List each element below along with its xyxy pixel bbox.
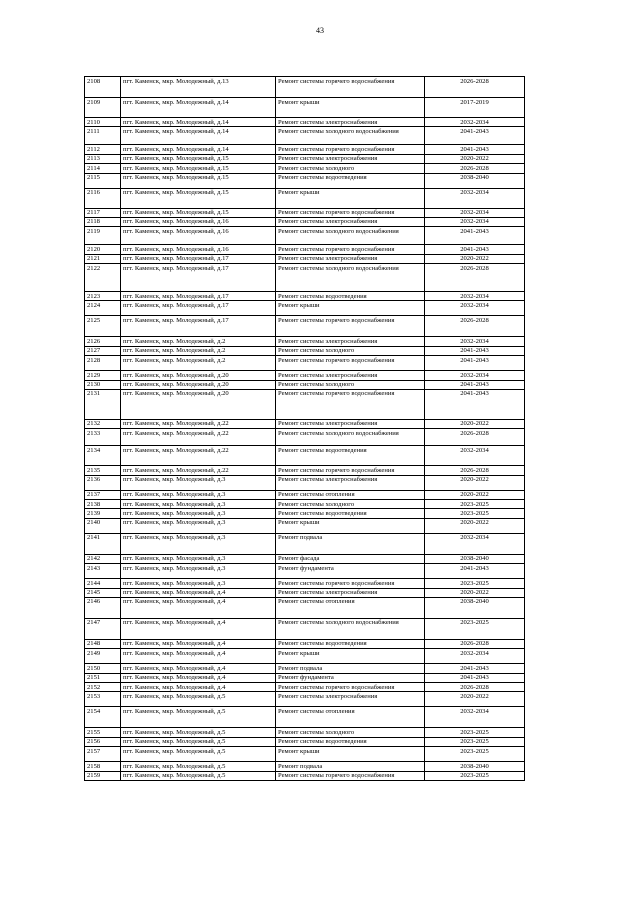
row-number: 2136 [85, 475, 121, 490]
row-period: 2026-2028 [425, 683, 525, 692]
table-body [85, 77, 525, 781]
row-address: пгт. Каменск, мкр. Молодежный, д.5 [121, 771, 276, 780]
row-work-type: Ремонт системы горячего водоснабжения [276, 208, 425, 217]
row-address: пгт. Каменск, мкр. Молодежный, д.22 [121, 446, 276, 466]
row-address: пгт. Каменск, мкр. Молодежный, д.16 [121, 227, 276, 245]
row-number: 2129 [85, 371, 121, 380]
row-work-type: Ремонт системы водоотведения [276, 737, 425, 746]
row-address: пгт. Каменск, мкр. Молодежный, д.16 [121, 217, 276, 226]
row-address: пгт. Каменск, мкр. Молодежный, д.22 [121, 466, 276, 475]
row-period: 2020-2022 [425, 254, 525, 263]
row-number: 2150 [85, 664, 121, 673]
row-address: пгт. Каменск, мкр. Молодежный, д.4 [121, 683, 276, 692]
row-work-type: Ремонт системы горячего водоснабжения [276, 77, 425, 98]
row-work-type: Ремонт системы отопления [276, 597, 425, 618]
row-work-type: Ремонт системы горячего водоснабжения [276, 683, 425, 692]
row-address: пгт. Каменск, мкр. Молодежный, д.5 [121, 707, 276, 728]
table-row [85, 588, 525, 597]
table-row [85, 154, 525, 163]
row-address: пгт. Каменск, мкр. Молодежный, д.4 [121, 649, 276, 664]
table-row [85, 554, 525, 563]
row-period: 2032-2034 [425, 649, 525, 664]
row-period: 2032-2034 [425, 208, 525, 217]
row-work-type: Ремонт системы холодного водоснабжения [276, 227, 425, 245]
row-work-type: Ремонт системы холодного водоснабжения [276, 618, 425, 639]
row-period: 2020-2022 [425, 588, 525, 597]
row-number: 2131 [85, 389, 121, 419]
table-row [85, 737, 525, 746]
table-row [85, 301, 525, 316]
table-row [85, 747, 525, 762]
row-period: 2041-2043 [425, 245, 525, 254]
row-work-type: Ремонт системы водоотведения [276, 173, 425, 188]
row-work-type: Ремонт системы холодного [276, 500, 425, 509]
table-row [85, 692, 525, 707]
page-number: 43 [316, 26, 324, 35]
row-number: 2118 [85, 217, 121, 226]
row-work-type: Ремонт крыши [276, 747, 425, 762]
row-period: 2026-2028 [425, 316, 525, 337]
row-period: 2041-2043 [425, 673, 525, 682]
row-work-type: Ремонт системы горячего водоснабжения [276, 356, 425, 371]
row-period: 2032-2034 [425, 118, 525, 127]
row-address: пгт. Каменск, мкр. Молодежный, д.3 [121, 518, 276, 533]
row-period: 2023-2025 [425, 618, 525, 639]
row-period: 2020-2022 [425, 419, 525, 428]
table-row [85, 564, 525, 579]
table-row [85, 429, 525, 446]
row-address: пгт. Каменск, мкр. Молодежный, д.4 [121, 639, 276, 648]
row-period: 2032-2034 [425, 533, 525, 554]
row-work-type: Ремонт системы электроснабжения [276, 154, 425, 163]
table-row [85, 533, 525, 554]
row-period: 2041-2043 [425, 346, 525, 355]
row-address: пгт. Каменск, мкр. Молодежный, д.3 [121, 564, 276, 579]
row-work-type: Ремонт системы горячего водоснабжения [276, 389, 425, 419]
row-address: пгт. Каменск, мкр. Молодежный, д.15 [121, 154, 276, 163]
row-number: 2140 [85, 518, 121, 533]
table-row [85, 337, 525, 346]
row-work-type: Ремонт фасада [276, 554, 425, 563]
row-work-type: Ремонт системы горячего водоснабжения [276, 466, 425, 475]
table-row [85, 173, 525, 188]
row-work-type: Ремонт системы электроснабжения [276, 419, 425, 428]
row-period: 2023-2025 [425, 728, 525, 737]
row-address: пгт. Каменск, мкр. Молодежный, д.15 [121, 164, 276, 173]
row-address: пгт. Каменск, мкр. Молодежный, д.20 [121, 371, 276, 380]
table-row [85, 356, 525, 371]
table-row [85, 673, 525, 682]
row-number: 2124 [85, 301, 121, 316]
row-work-type: Ремонт системы электроснабжения [276, 475, 425, 490]
row-period: 2026-2028 [425, 77, 525, 98]
table-row [85, 683, 525, 692]
row-period: 2023-2025 [425, 509, 525, 518]
table-row [85, 77, 525, 98]
row-address: пгт. Каменск, мкр. Молодежный, д.3 [121, 533, 276, 554]
row-address: пгт. Каменск, мкр. Молодежный, д.3 [121, 500, 276, 509]
row-address: пгт. Каменск, мкр. Молодежный, д.5 [121, 762, 276, 771]
table-row [85, 227, 525, 245]
row-address: пгт. Каменск, мкр. Молодежный, д.16 [121, 245, 276, 254]
row-period: 2023-2025 [425, 579, 525, 588]
table-row [85, 371, 525, 380]
table-row [85, 245, 525, 254]
row-number: 2128 [85, 356, 121, 371]
row-period: 2038-2040 [425, 554, 525, 563]
row-address: пгт. Каменск, мкр. Молодежный, д.3 [121, 490, 276, 499]
row-address: пгт. Каменск, мкр. Молодежный, д.14 [121, 118, 276, 127]
row-work-type: Ремонт системы горячего водоснабжения [276, 771, 425, 780]
row-number: 2109 [85, 98, 121, 118]
table-row [85, 771, 525, 780]
row-number: 2137 [85, 490, 121, 499]
row-number: 2126 [85, 337, 121, 346]
row-period: 2026-2028 [425, 466, 525, 475]
row-period: 2032-2034 [425, 188, 525, 208]
row-period: 2026-2028 [425, 639, 525, 648]
row-address: пгт. Каменск, мкр. Молодежный, д.5 [121, 728, 276, 737]
table-row [85, 316, 525, 337]
row-number: 2151 [85, 673, 121, 682]
row-period: 2017-2019 [425, 98, 525, 118]
table-row [85, 292, 525, 301]
row-work-type: Ремонт системы электроснабжения [276, 371, 425, 380]
row-period: 2020-2022 [425, 154, 525, 163]
row-work-type: Ремонт системы холодного [276, 164, 425, 173]
row-period: 2026-2028 [425, 429, 525, 446]
row-period: 2020-2022 [425, 490, 525, 499]
table-row [85, 127, 525, 145]
table-row [85, 98, 525, 118]
row-work-type: Ремонт системы электроснабжения [276, 588, 425, 597]
row-work-type: Ремонт системы водоотведения [276, 292, 425, 301]
row-address: пгт. Каменск, мкр. Молодежный, д.5 [121, 747, 276, 762]
row-work-type: Ремонт системы отопления [276, 490, 425, 499]
row-address: пгт. Каменск, мкр. Молодежный, д.5 [121, 692, 276, 707]
row-number: 2134 [85, 446, 121, 466]
row-period: 2041-2043 [425, 127, 525, 145]
table-row [85, 664, 525, 673]
row-period: 2023-2025 [425, 500, 525, 509]
row-work-type: Ремонт системы электроснабжения [276, 337, 425, 346]
row-number: 2133 [85, 429, 121, 446]
row-period: 2026-2028 [425, 264, 525, 292]
row-number: 2146 [85, 597, 121, 618]
row-work-type: Ремонт системы горячего водоснабжения [276, 245, 425, 254]
row-address: пгт. Каменск, мкр. Молодежный, д.4 [121, 618, 276, 639]
row-number: 2125 [85, 316, 121, 337]
row-work-type: Ремонт подвала [276, 533, 425, 554]
row-work-type: Ремонт фундамента [276, 673, 425, 682]
row-number: 2139 [85, 509, 121, 518]
row-address: пгт. Каменск, мкр. Молодежный, д.4 [121, 597, 276, 618]
row-number: 2115 [85, 173, 121, 188]
table-row [85, 597, 525, 618]
row-period: 2032-2034 [425, 292, 525, 301]
row-number: 2148 [85, 639, 121, 648]
row-number: 2147 [85, 618, 121, 639]
row-period: 2026-2028 [425, 164, 525, 173]
table-row [85, 208, 525, 217]
table-row [85, 164, 525, 173]
row-work-type: Ремонт системы холодного [276, 380, 425, 389]
row-number: 2130 [85, 380, 121, 389]
row-address: пгт. Каменск, мкр. Молодежный, д.15 [121, 173, 276, 188]
row-work-type: Ремонт системы электроснабжения [276, 692, 425, 707]
row-number: 2141 [85, 533, 121, 554]
row-work-type: Ремонт крыши [276, 188, 425, 208]
row-period: 2041-2043 [425, 227, 525, 245]
row-work-type: Ремонт крыши [276, 98, 425, 118]
row-address: пгт. Каменск, мкр. Молодежный, д.22 [121, 429, 276, 446]
table-row [85, 264, 525, 292]
row-period: 2032-2034 [425, 446, 525, 466]
row-number: 2157 [85, 747, 121, 762]
row-work-type: Ремонт фундамента [276, 564, 425, 579]
table-row [85, 145, 525, 154]
row-work-type: Ремонт системы холодного [276, 346, 425, 355]
row-address: пгт. Каменск, мкр. Молодежный, д.20 [121, 389, 276, 419]
table-row [85, 446, 525, 466]
row-number: 2142 [85, 554, 121, 563]
table-row [85, 649, 525, 664]
row-address: пгт. Каменск, мкр. Молодежный, д.20 [121, 380, 276, 389]
row-address: пгт. Каменск, мкр. Молодежный, д.17 [121, 301, 276, 316]
row-address: пгт. Каменск, мкр. Молодежный, д.3 [121, 475, 276, 490]
row-work-type: Ремонт системы отопления [276, 707, 425, 728]
row-number: 2127 [85, 346, 121, 355]
row-address: пгт. Каменск, мкр. Молодежный, д.14 [121, 98, 276, 118]
table-row [85, 509, 525, 518]
row-number: 2111 [85, 127, 121, 145]
row-number: 2120 [85, 245, 121, 254]
row-period: 2032-2034 [425, 217, 525, 226]
table-row [85, 618, 525, 639]
row-address: пгт. Каменск, мкр. Молодежный, д.14 [121, 127, 276, 145]
row-work-type: Ремонт крыши [276, 518, 425, 533]
row-address: пгт. Каменск, мкр. Молодежный, д.4 [121, 664, 276, 673]
row-address: пгт. Каменск, мкр. Молодежный, д.2 [121, 337, 276, 346]
row-period: 2041-2043 [425, 145, 525, 154]
row-period: 2038-2040 [425, 762, 525, 771]
row-period: 2032-2034 [425, 301, 525, 316]
table-row [85, 762, 525, 771]
row-period: 2041-2043 [425, 664, 525, 673]
row-work-type: Ремонт системы электроснабжения [276, 254, 425, 263]
table-row [85, 217, 525, 226]
row-work-type: Ремонт системы холодного [276, 728, 425, 737]
row-work-type: Ремонт подвала [276, 664, 425, 673]
row-number: 2132 [85, 419, 121, 428]
table-row [85, 475, 525, 490]
row-number: 2155 [85, 728, 121, 737]
row-work-type: Ремонт системы холодного водоснабжения [276, 429, 425, 446]
row-address: пгт. Каменск, мкр. Молодежный, д.15 [121, 188, 276, 208]
row-address: пгт. Каменск, мкр. Молодежный, д.4 [121, 673, 276, 682]
row-address: пгт. Каменск, мкр. Молодежный, д.15 [121, 208, 276, 217]
row-number: 2152 [85, 683, 121, 692]
table-row [85, 500, 525, 509]
table-row [85, 118, 525, 127]
row-number: 2116 [85, 188, 121, 208]
row-work-type: Ремонт системы холодного водоснабжения [276, 264, 425, 292]
row-number: 2123 [85, 292, 121, 301]
table-row [85, 728, 525, 737]
row-number: 2110 [85, 118, 121, 127]
row-address: пгт. Каменск, мкр. Молодежный, д.22 [121, 419, 276, 428]
row-number: 2121 [85, 254, 121, 263]
row-work-type: Ремонт системы водоотведения [276, 509, 425, 518]
row-work-type: Ремонт системы горячего водоснабжения [276, 579, 425, 588]
row-number: 2143 [85, 564, 121, 579]
row-number: 2156 [85, 737, 121, 746]
table-row [85, 380, 525, 389]
row-address: пгт. Каменск, мкр. Молодежный, д.3 [121, 554, 276, 563]
row-work-type: Ремонт системы электроснабжения [276, 217, 425, 226]
row-address: пгт. Каменск, мкр. Молодежный, д.5 [121, 737, 276, 746]
row-work-type: Ремонт системы горячего водоснабжения [276, 316, 425, 337]
table-row [85, 389, 525, 419]
row-period: 2041-2043 [425, 380, 525, 389]
row-work-type: Ремонт системы водоотведения [276, 446, 425, 466]
row-address: пгт. Каменск, мкр. Молодежный, д.14 [121, 145, 276, 154]
row-period: 2020-2022 [425, 475, 525, 490]
row-number: 2158 [85, 762, 121, 771]
row-period: 2038-2040 [425, 597, 525, 618]
table-row [85, 490, 525, 499]
repair-schedule-table [84, 76, 525, 781]
row-work-type: Ремонт подвала [276, 762, 425, 771]
row-work-type: Ремонт крыши [276, 649, 425, 664]
row-address: пгт. Каменск, мкр. Молодежный, д.3 [121, 579, 276, 588]
row-period: 2032-2034 [425, 371, 525, 380]
row-address: пгт. Каменск, мкр. Молодежный, д.3 [121, 509, 276, 518]
row-period: 2041-2043 [425, 564, 525, 579]
row-number: 2159 [85, 771, 121, 780]
row-period: 2023-2025 [425, 747, 525, 762]
table-row [85, 518, 525, 533]
row-address: пгт. Каменск, мкр. Молодежный, д.17 [121, 254, 276, 263]
row-number: 2138 [85, 500, 121, 509]
row-period: 2041-2043 [425, 389, 525, 419]
row-work-type: Ремонт крыши [276, 301, 425, 316]
table-row [85, 419, 525, 428]
row-number: 2154 [85, 707, 121, 728]
row-number: 2114 [85, 164, 121, 173]
row-work-type: Ремонт системы электроснабжения [276, 118, 425, 127]
row-number: 2113 [85, 154, 121, 163]
table-row [85, 579, 525, 588]
table-row [85, 639, 525, 648]
row-address: пгт. Каменск, мкр. Молодежный, д.2 [121, 356, 276, 371]
row-period: 2032-2034 [425, 337, 525, 346]
row-period: 2041-2043 [425, 356, 525, 371]
row-number: 2144 [85, 579, 121, 588]
row-number: 2153 [85, 692, 121, 707]
row-number: 2149 [85, 649, 121, 664]
row-work-type: Ремонт системы холодного водоснабжения [276, 127, 425, 145]
row-number: 2119 [85, 227, 121, 245]
table-row [85, 346, 525, 355]
row-period: 2023-2025 [425, 737, 525, 746]
table-row [85, 254, 525, 263]
row-number: 2145 [85, 588, 121, 597]
row-number: 2135 [85, 466, 121, 475]
row-address: пгт. Каменск, мкр. Молодежный, д.13 [121, 77, 276, 98]
row-number: 2122 [85, 264, 121, 292]
row-period: 2038-2040 [425, 173, 525, 188]
row-number: 2117 [85, 208, 121, 217]
row-period: 2032-2034 [425, 707, 525, 728]
table-row [85, 707, 525, 728]
row-address: пгт. Каменск, мкр. Молодежный, д.17 [121, 264, 276, 292]
table-row [85, 466, 525, 475]
row-number: 2108 [85, 77, 121, 98]
row-period: 2023-2025 [425, 771, 525, 780]
table-row [85, 188, 525, 208]
row-address: пгт. Каменск, мкр. Молодежный, д.17 [121, 292, 276, 301]
row-work-type: Ремонт системы водоотведения [276, 639, 425, 648]
row-address: пгт. Каменск, мкр. Молодежный, д.17 [121, 316, 276, 337]
row-address: пгт. Каменск, мкр. Молодежный, д.2 [121, 346, 276, 355]
row-work-type: Ремонт системы горячего водоснабжения [276, 145, 425, 154]
row-period: 2020-2022 [425, 692, 525, 707]
row-period: 2020-2022 [425, 518, 525, 533]
row-address: пгт. Каменск, мкр. Молодежный, д.4 [121, 588, 276, 597]
row-number: 2112 [85, 145, 121, 154]
